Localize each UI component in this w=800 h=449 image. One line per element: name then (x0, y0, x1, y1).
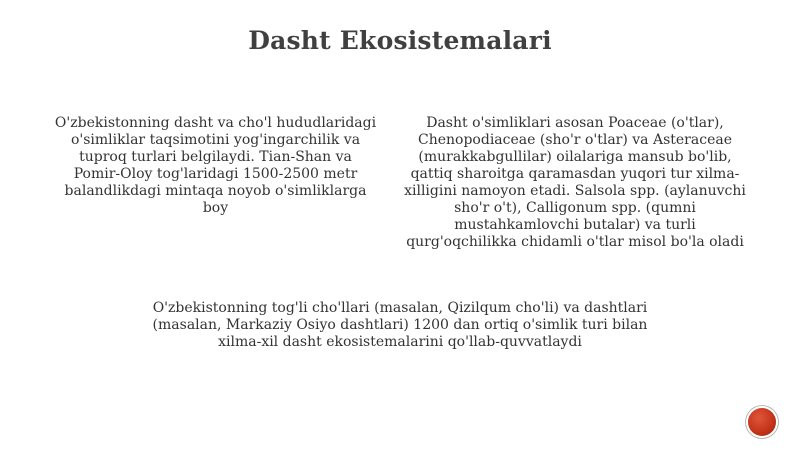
right-paragraph: Dasht o'simliklari asosan Poaceae (o'tlar), Chenopodiaceae (sho'r o'tlar) va Asteraceae (murakkabgullilar) oilalariga mansub bo'lib, qattiq sharoitga qaramasdan yuqori tur xilma-xilligini namoyon etadi. Salsola spp. (aylanuvchi sho'r o't), Calligonum spp. (qumni mustahkamlovchi butalar) va turli qurg'oqchilikka chidamli o'tlar misol bo'la oladi (404, 115, 746, 250)
bottom-paragraph: O'zbekistonning tog'li cho'llari (masalan, Qizilqum cho'li) va dashtlari (masalan, Markaziy Osiyo dashtlari) 1200 dan ortiq o'simlik turi bilan xilma-xil dasht ekosistemalarini qo'llab-quvvatlaydi (152, 300, 648, 350)
left-paragraph: O'zbekistonning dasht va cho'l hududlaridagi o'simliklar taqsimotini yog'ingarchilik va tuproq turlari belgilaydi. Tian-Shan va Pomir-Oloy tog'laridagi 1500-2500 metr balandlikdagi mintaqa noyob o'simliklarga boy (54, 115, 377, 216)
next-slide-circle-icon[interactable] (748, 408, 776, 436)
slide-title: Dasht Ekosistemalari (248, 26, 552, 55)
